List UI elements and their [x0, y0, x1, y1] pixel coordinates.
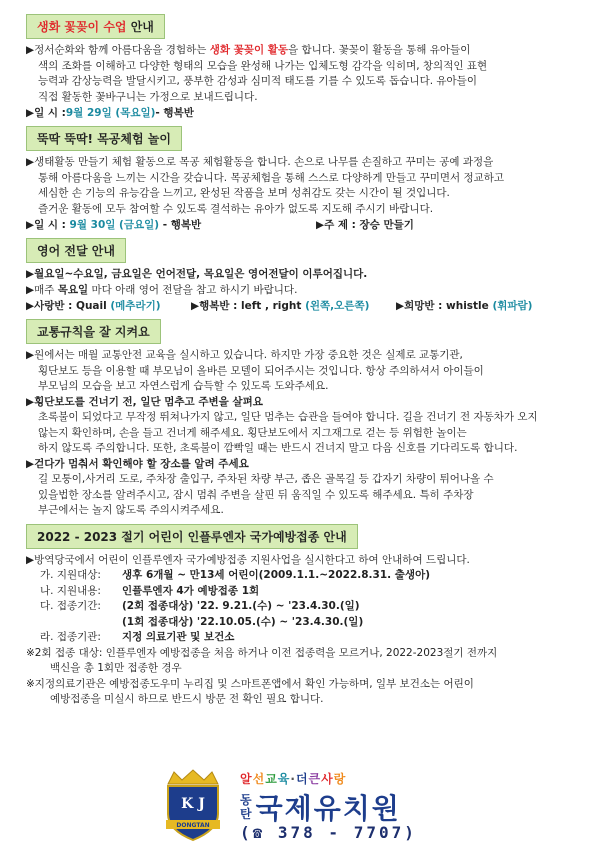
- paragraph: 있을법한 장소를 알려주시고, 잠시 멈춰 주변을 살핀 뒤 움직일 수 있도록 해주세요. 특히 주차장: [38, 488, 474, 501]
- school-logo: [160, 768, 226, 842]
- info-row: (1회 접종대상) '22.10.05.(수) ~ '23.4.30.(일): [122, 615, 364, 628]
- paragraph: 통해 아름다움을 느끼는 시간을 갖습니다. 목공체험을 통해 스스로 다양하게 만들고 꾸미면서 정교하고: [38, 171, 505, 184]
- title-highlight: 생화 꽃꽂이 수업: [37, 20, 127, 34]
- paragraph: ▶매주 목요일 마다 아래 영어 전달을 참고 하시기 바랍니다.: [26, 283, 298, 296]
- section-title: 교통규칙을 잘 지켜요: [26, 319, 161, 344]
- note: ※2회 접종 대상: 인플루엔자 예방접종을 처음 하거나 이전 접종력을 모르거나, 2022-2023절기 전까지: [26, 646, 498, 659]
- school-name-block: [240, 787, 401, 827]
- title-rest: 안내: [126, 20, 154, 34]
- info-row: 나. 지원내용: 인플루엔자 4가 예방접종 1회: [40, 584, 260, 597]
- woodwork-section: [26, 126, 570, 233]
- section-title: [26, 14, 165, 39]
- paragraph: ▶원에서는 매월 교통안전 교육을 실시하고 있습니다. 하지만 가장 중요한 것은 실제로 교통기관,: [26, 349, 463, 361]
- paragraph: 직접 활동한 꽃바구니는 가정으로 보내드립니다.: [38, 90, 258, 103]
- info-row: 라. 접종기관: 지정 의료기관 및 보건소: [40, 631, 235, 643]
- svg-text:K J: K J: [181, 796, 205, 812]
- paragraph: ▶생태활동 만들기 체험 활동으로 목공 체험활동을 합니다. 손으로 나무를 손질하고 꾸미는 공예 과정을: [26, 156, 494, 168]
- subheading: ▶걷다가 멈춰서 확인해야 할 장소를 알려 주세요: [26, 457, 249, 470]
- phone-number: (☎ 378 - 7707): [240, 823, 417, 842]
- paragraph: 능력과 감상능력을 발달시키고, 풍부한 감성과 심미적 태도를 기를 수 있도록 돕습니다. 유아들이: [38, 75, 477, 87]
- vaccination-section: [26, 524, 570, 708]
- flower-class-section: [26, 14, 570, 121]
- school-location: 동 탄: [240, 793, 252, 821]
- date-row: ▶일 시 : 9월 29일 (목요일) - 행복반: [26, 107, 194, 119]
- section-title: 뚝딱 뚝딱! 목공체험 놀이: [26, 126, 182, 151]
- section-title: 영어 전달 안내: [26, 238, 126, 263]
- traffic-section: [26, 319, 570, 519]
- svg-text:DONGTAN: DONGTAN: [176, 822, 210, 829]
- paragraph: 즐거운 활동에 모두 참여할 수 있도록 결석하는 유아가 없도록 지도해 주시기 바랍니다.: [38, 202, 434, 215]
- paragraph: 부모님의 모습을 보고 자연스럽게 습득할 수 있도록 도와주세요.: [38, 380, 329, 392]
- note: ※지정의료기관은 예방접종도우미 누리집 및 스마트폰앱에서 확인 가능하며, 일부 보건소는 어린이: [26, 677, 474, 690]
- info-row: 가. 지원대상: 생후 6개월 ~ 만13세 어린이(2009.1.1.~2022.8.31. 출생아): [40, 569, 431, 581]
- paragraph: ▶정서순화와 함께 아름다움을 경험하는 생화 꽃꽂이 활동을 합니다. 꽃꽂이 활동을 통해 유아들이: [26, 44, 471, 56]
- paragraph: ▶월요일~수요일, 금요일은 언어전달, 목요일은 영어전달이 이루어집니다.: [26, 268, 368, 280]
- note: 예방접종을 미실시 하므로 반드시 방문 전 확인 필요 합니다.: [50, 693, 324, 705]
- english-section: [26, 238, 570, 314]
- paragraph: 색의 조화를 이해하고 다양한 형태의 모습을 완성해 나가는 입체도형 감각을 익히며, 창의적인 표현: [38, 59, 488, 72]
- school-name: 국제유치원: [255, 792, 401, 825]
- paragraph: 횡단보도 등을 이용할 때 부모님이 올바른 모델이 되어주시는 것입니다. 항상 주의하셔서 아이들이: [38, 364, 484, 377]
- class-words-row: ▶사랑반 : Quail (메추라기) ▶행복반 : left , right (왼쪽,오른쪽) ▶희망반 : whistle (휘파람): [26, 300, 533, 312]
- note: 백신을 총 1회만 접종한 경우: [50, 662, 182, 674]
- subheading: ▶횡단보도를 건너기 전, 일단 멈추고 주변을 살펴요: [26, 395, 263, 408]
- school-footer: [160, 768, 460, 843]
- info-row: 다. 접종기간: (2회 접종대상) '22. 9.21.(수) ~ '23.4.30.(일): [40, 600, 360, 612]
- paragraph: 않는지 확인하며, 손을 들고 건너게 해주세요. 횡단보도에서 지그재그로 걷는 등 위험한 놀이는: [38, 426, 467, 439]
- date-row: ▶일 시 : 9월 30일 (금요일) - 행복반 ▶주 제 : 장승 만들기: [26, 219, 414, 231]
- paragraph: 초록불이 되었다고 무작정 뛰쳐나가지 않고, 일단 멈추는 습관을 들여야 합니다. 길을 건너기 전 자동차가 오지: [38, 411, 538, 423]
- paragraph: 부근에서는 놀지 않도록 주의시켜주세요.: [38, 504, 224, 516]
- paragraph: 길 모퉁이,사거리 도로, 주차장 출입구, 주차된 차량 부근, 좁은 골목길 등 갑자기 차량이 튀어나올 수: [38, 473, 494, 485]
- school-slogan: 알선교육·더큰사랑: [240, 772, 347, 786]
- paragraph: 하지 않도록 주의합니다. 또한, 초록불이 깜빡일 때는 반드시 건너지 말고 다음 신호를 기다리도록 합니다.: [38, 442, 518, 454]
- paragraph: ▶방역당국에서 어린이 인플루엔자 국가예방접종 지원사업을 실시한다고 하여 안내하여 드립니다.: [26, 553, 470, 566]
- section-title: 2022 - 2023 절기 어린이 인플루엔자 국가예방접종 안내: [26, 524, 358, 549]
- paragraph: 세심한 손 기능의 유능감을 느끼고, 완성된 작품을 보며 성취감도 갖는 시간이 될 것입니다.: [38, 187, 450, 199]
